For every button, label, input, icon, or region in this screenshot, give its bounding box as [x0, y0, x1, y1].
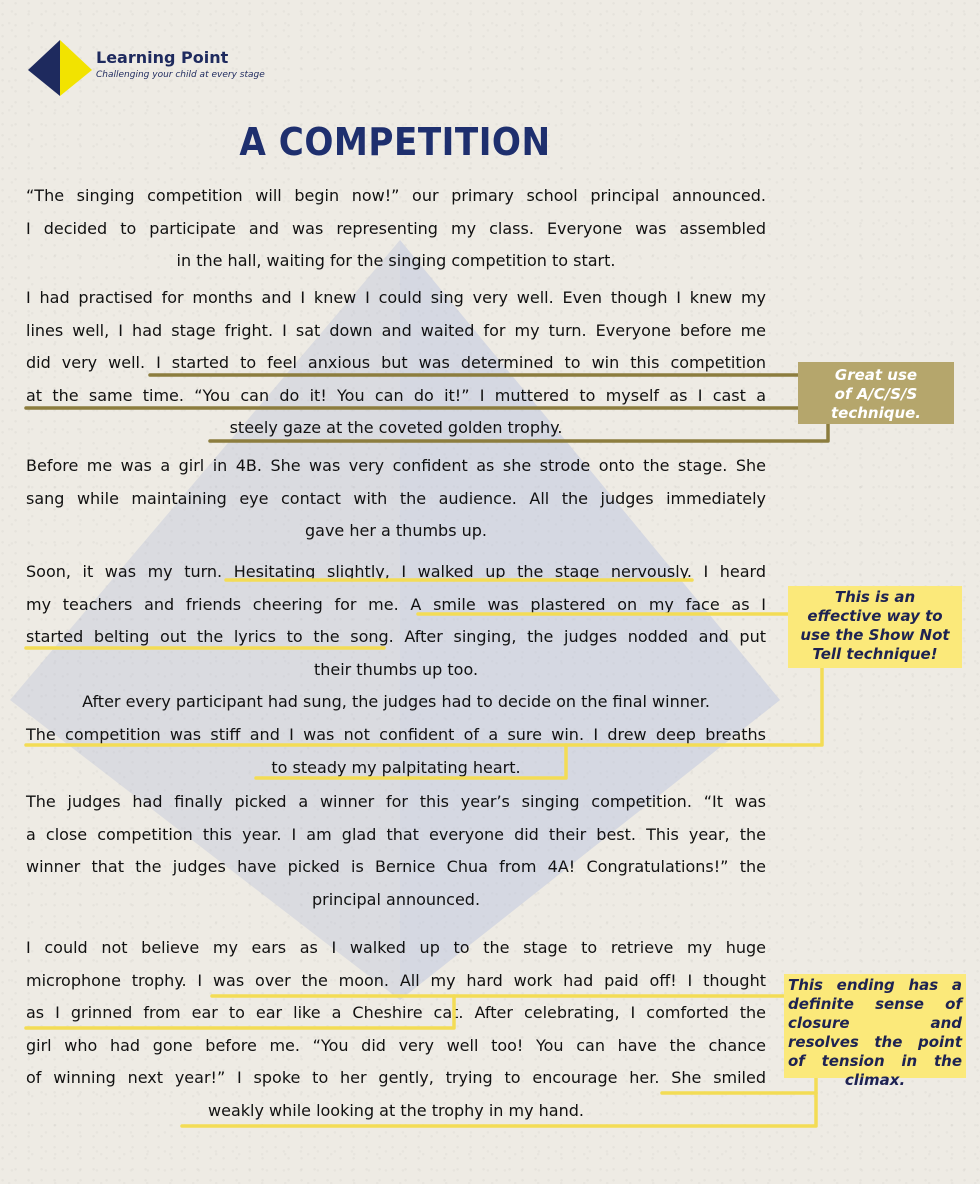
paragraph-4 — [26, 556, 766, 784]
text-line: I could not believe my ears as I walked up to the stage to retrieve my huge — [26, 938, 766, 957]
text-line: microphone trophy. I was over the moon. All my hard work had paid off! I thought — [26, 970, 766, 990]
text-line: lines well, I had stage fright. I sat down and waited for my turn. Everyone before me — [26, 320, 766, 340]
text-line: did very well. I started to feel anxious but was determined to win this competition — [26, 353, 766, 373]
logo-icon — [26, 38, 92, 96]
text-line: “The singing competition will begin now!” our primary school principal announced. — [26, 186, 766, 205]
text-line: I had practised for months and I knew I could sing very well. Even though I knew my — [26, 288, 766, 307]
text-line: After every participant had sung, the judges had to decide on the final winner. — [82, 692, 710, 712]
text-line: of winning next year!” I spoke to her gently, trying to encourage her. She smiled — [26, 1068, 766, 1088]
text-line: at the same time. “You can do it! You can do it!” I muttered to myself as I cast a — [26, 385, 766, 405]
paragraph-5 — [26, 786, 766, 916]
brand-tagline: Challenging your child at every stage — [96, 70, 265, 80]
paragraph-3 — [26, 450, 766, 548]
callout-show-not-tell: This is an effective way to use the Show Not Tell technique! — [788, 586, 962, 668]
text-line: steely gaze at the coveted golden trophy. — [229, 418, 563, 438]
text-line: The competition was stiff and I was not confident of a sure win. I drew deep breaths — [26, 724, 766, 744]
text-line: principal announced. — [311, 889, 481, 909]
paragraph-2 — [26, 282, 766, 445]
callout-ending: This ending has a definite sense of closure and resolves the point of tension in the climax. — [784, 974, 966, 1078]
text-line: The judges had finally picked a winner for this year’s singing competition. “It was — [26, 792, 766, 811]
paragraph-6 — [26, 932, 766, 1128]
text-line: weakly while looking at the trophy in my hand. — [208, 1100, 584, 1120]
text-line: girl who had gone before me. “You did very well too! You can have the chance — [26, 1035, 766, 1055]
brand-name: Learning Point — [96, 48, 229, 67]
text-line: Before me was a girl in 4B. She was very confident as she strode onto the stage. She — [26, 456, 766, 475]
text-line: started belting out the lyrics to the song. After singing, the judges nodded and put — [26, 627, 766, 647]
page-title: A COMPETITION — [239, 120, 551, 164]
text-line: gave her a thumbs up. — [305, 521, 487, 541]
brand-logo — [26, 38, 266, 98]
text-line: winner that the judges have picked is Bernice Chua from 4A! Congratulations!” the — [26, 857, 766, 877]
text-line: I decided to participate and was representing my class. Everyone was assembled — [26, 218, 766, 238]
text-line: to steady my palpitating heart. — [271, 757, 521, 777]
callout-acss: Great use of A/C/S/S technique. — [798, 362, 954, 424]
text-line: as I grinned from ear to ear like a Cheshire cat. After celebrating, I comforted the — [26, 1003, 766, 1023]
text-line: my teachers and friends cheering for me. A smile was plastered on my face as I — [26, 594, 766, 614]
text-line: in the hall, waiting for the singing competition to start. — [176, 251, 616, 271]
paragraph-1 — [26, 180, 766, 278]
text-line: Soon, it was my turn. Hesitating slightly, I walked up the stage nervously. I heard — [26, 562, 766, 581]
text-line: a close competition this year. I am glad that everyone did their best. This year, the — [26, 824, 766, 844]
text-line: sang while maintaining eye contact with the audience. All the judges immediately — [26, 488, 766, 508]
text-line: their thumbs up too. — [313, 659, 479, 679]
